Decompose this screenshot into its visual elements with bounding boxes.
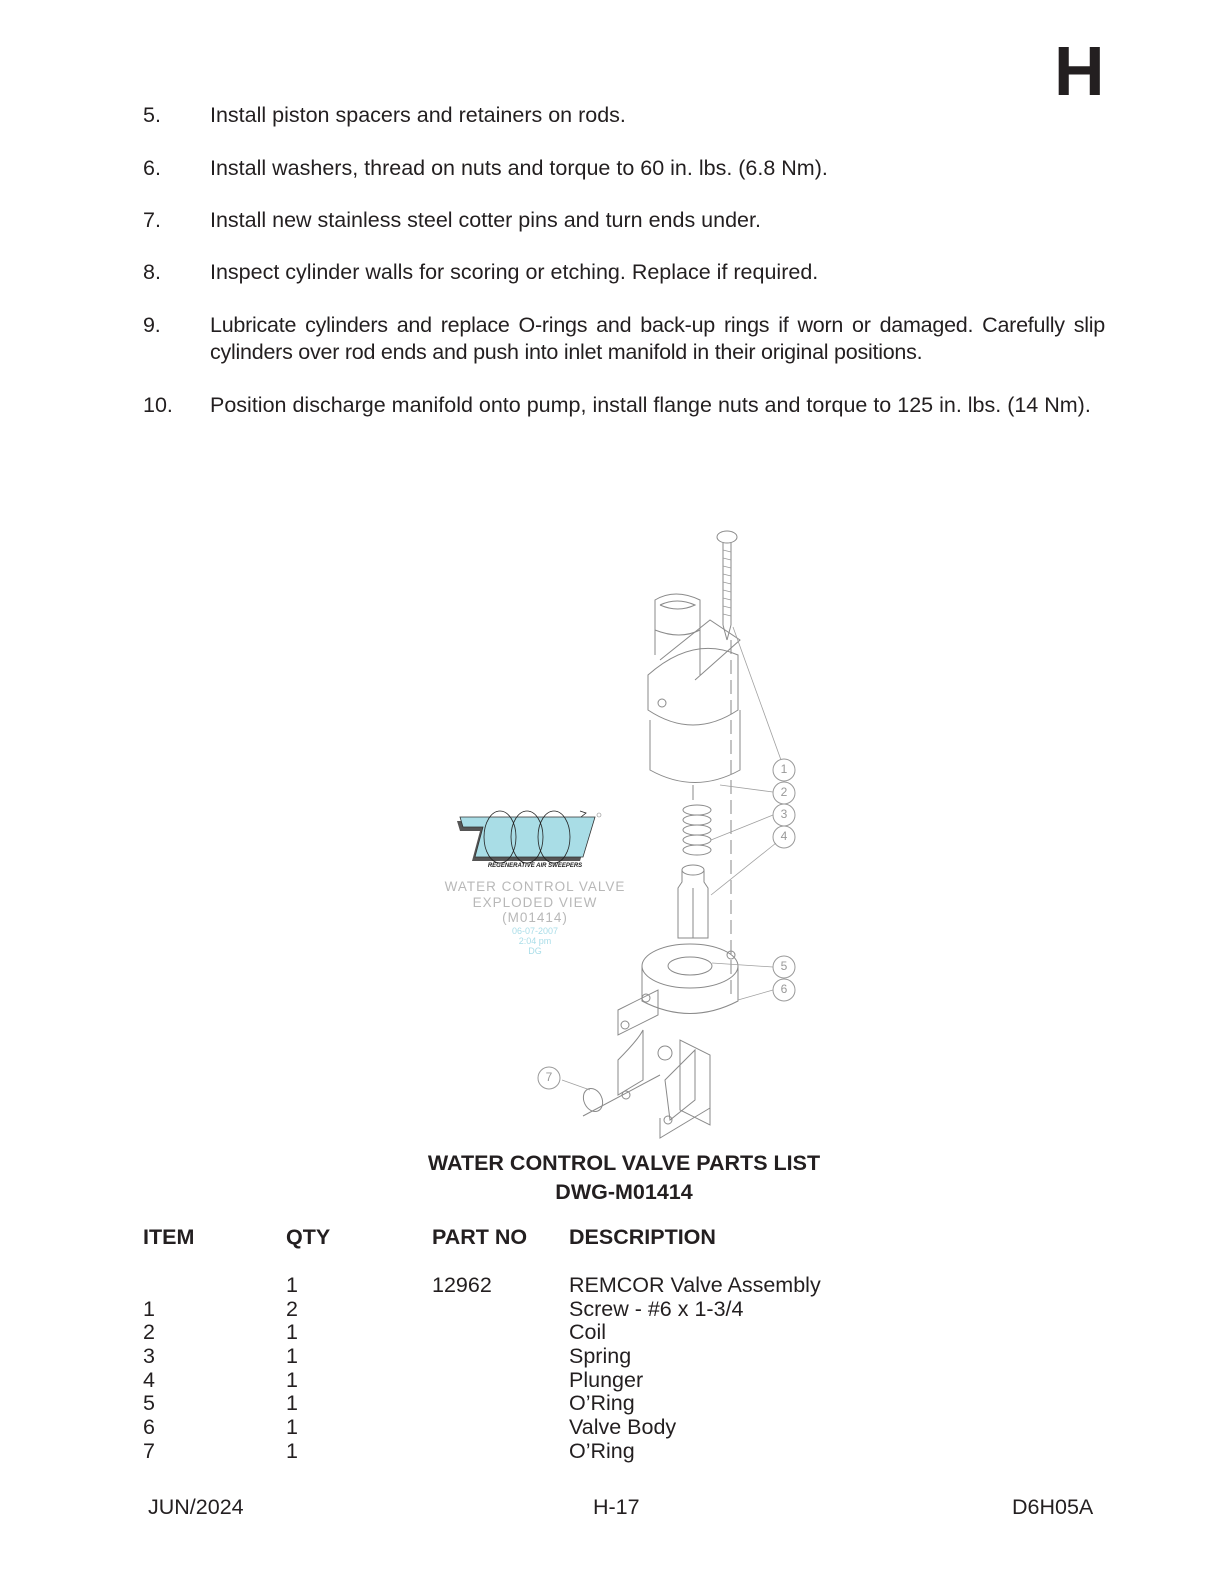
cell-description: REMCOR Valve Assembly	[569, 1273, 821, 1297]
caption-date: 06-07-2007	[511, 925, 559, 936]
cell-qty: 1	[286, 1320, 298, 1345]
caption-initials: DG	[528, 945, 542, 956]
caption-subtitle: EXPLODED VIEW	[472, 894, 598, 910]
table-row	[143, 1392, 943, 1416]
callout-label-3: 3	[780, 807, 788, 821]
cell-item: 5	[143, 1391, 155, 1416]
step-text: Lubricate cylinders and replace O-rings and back-up rings if worn or damaged. Carefully slip cylinders over rod ends and push into inlet manifold in their original positions.	[210, 313, 1105, 364]
step-text: Install new stainless steel cotter pins and turn ends under.	[210, 208, 761, 232]
cell-item: 1	[143, 1296, 155, 1321]
cell-qty: 1	[286, 1273, 298, 1297]
column-header-item: ITEM	[143, 1225, 195, 1249]
footer-doc-code: D6H05A	[1012, 1495, 1094, 1519]
coil-part	[648, 594, 740, 783]
column-header-part-no: PART NO	[432, 1225, 528, 1249]
screw-part	[717, 531, 737, 640]
step-7	[143, 207, 1105, 234]
cell-description: Plunger	[569, 1367, 644, 1392]
cell-description: O’Ring	[569, 1438, 635, 1463]
caption-drawing-id: (M01414)	[502, 910, 568, 925]
spring-part	[683, 805, 711, 855]
cell-item: 2	[143, 1320, 155, 1345]
plunger-part	[678, 865, 708, 938]
step-10	[143, 392, 1105, 419]
step-text: Position discharge manifold onto pump, install flange nuts and torque to 125 in. lbs. (14 Nm).	[210, 393, 1091, 417]
callout-label-5: 5	[780, 959, 788, 973]
cell-qty: 1	[286, 1367, 298, 1392]
step-number: 6.	[143, 156, 161, 180]
callout-label-6: 6	[780, 982, 788, 996]
cell-part-no: 12962	[432, 1273, 492, 1297]
caption-title: WATER CONTROL VALVE	[444, 879, 626, 894]
section-letter: H	[1054, 32, 1105, 110]
cell-description: Screw - #6 x 1-3/4	[569, 1296, 744, 1321]
drawing-number: DWG-M01414	[555, 1180, 693, 1204]
table-row	[143, 1369, 943, 1393]
step-number: 10.	[143, 393, 173, 417]
cell-item: 3	[143, 1344, 155, 1369]
cell-description: Spring	[569, 1344, 632, 1369]
cell-item: 4	[143, 1367, 155, 1392]
step-6	[143, 155, 1105, 182]
cell-item: 6	[143, 1415, 155, 1440]
parts-list-title	[0, 1149, 1224, 1207]
callout-label-7: 7	[545, 1070, 553, 1084]
step-5	[143, 102, 1105, 129]
cell-qty: 2	[286, 1296, 298, 1321]
table-row	[143, 1321, 943, 1345]
cell-qty: 1	[286, 1438, 298, 1463]
callout-label-2: 2	[780, 785, 788, 799]
parts-table	[143, 1274, 943, 1464]
table-row	[143, 1274, 943, 1298]
callout-label-1: 1	[780, 762, 788, 776]
step-text: Inspect cylinder walls for scoring or etching. Replace if required.	[210, 260, 819, 284]
step-8	[143, 259, 1105, 286]
cell-description: Coil	[569, 1320, 607, 1345]
step-9	[143, 312, 1105, 366]
logo-tagline: REGENERATIVE AIR SWEEPERS	[487, 863, 583, 869]
cell-description: O’Ring	[569, 1391, 635, 1416]
table-row	[143, 1298, 943, 1322]
cell-description: Valve Body	[569, 1415, 677, 1440]
logo-block	[440, 805, 630, 956]
column-header-description: DESCRIPTION	[569, 1225, 716, 1249]
valve-body-part	[618, 944, 738, 1138]
footer-page-number: H-17	[593, 1495, 640, 1519]
cell-qty: 1	[286, 1415, 298, 1440]
parts-list-heading: WATER CONTROL VALVE PARTS LIST	[427, 1151, 821, 1175]
footer-date: JUN/2024	[148, 1495, 244, 1519]
step-number: 7.	[143, 208, 161, 232]
step-number: 9.	[143, 313, 161, 337]
callout-label-4: 4	[780, 829, 788, 843]
cell-qty: 1	[286, 1344, 298, 1369]
cell-item: 7	[143, 1438, 155, 1463]
step-number: 5.	[143, 103, 161, 127]
column-header-qty: QTY	[286, 1225, 331, 1249]
caption-time: 2:04 pm	[518, 935, 552, 946]
cell-qty: 1	[286, 1391, 298, 1416]
table-row	[143, 1416, 943, 1440]
step-number: 8.	[143, 260, 161, 284]
step-text: Install piston spacers and retainers on rods.	[210, 103, 626, 127]
step-text: Install washers, thread on nuts and torque to 60 in. lbs. (6.8 Nm).	[210, 156, 828, 180]
tymco-logo	[455, 805, 605, 865]
table-row	[143, 1440, 943, 1464]
table-row	[143, 1345, 943, 1369]
